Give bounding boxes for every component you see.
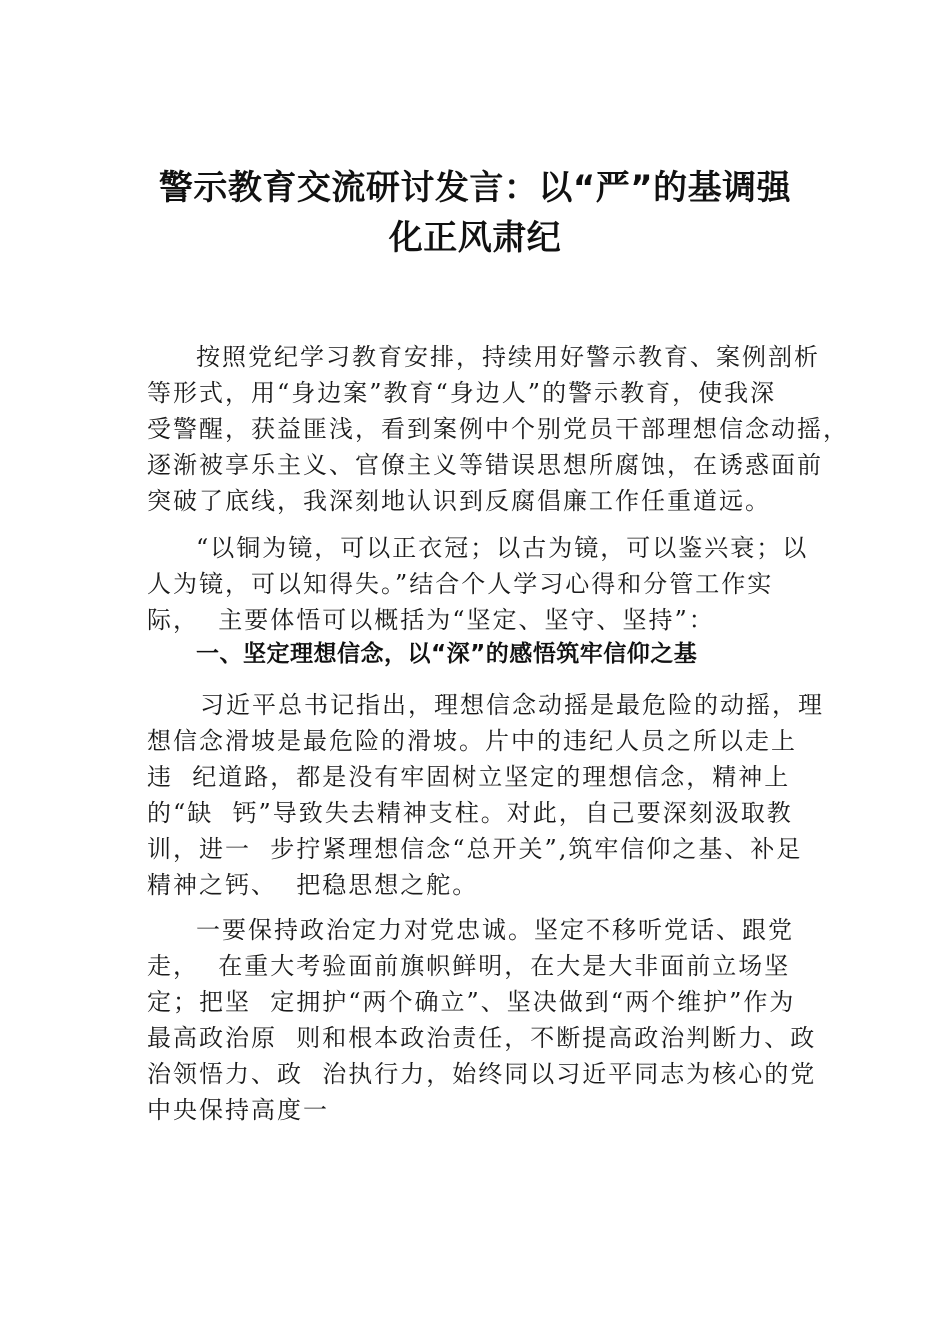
paragraph-4-line: 走， 在重大考验面前旗帜鲜明，在大是大非面前立场坚 (147, 952, 791, 980)
paragraph-3-line: 训，进一 步拧紧理想信念“总开关”,筑牢信仰之基、补足 (147, 835, 803, 863)
paragraph-3-line: 习近平总书记指出，理想信念动摇是最危险的动摇，理 (200, 691, 824, 719)
paragraph-1-line: 等形式，用“身边案”教育“身边人”的警示教育，使我深 (147, 379, 777, 407)
title-line-2: 化正风肃纪 (388, 218, 562, 258)
paragraph-1-line: 受警醒，获益匪浅，看到案例中个别党员干部理想信念动摇， (147, 415, 849, 443)
paragraph-3-line: 违 纪道路，都是没有牢固树立坚定的理想信念，精神上 (147, 763, 791, 791)
paragraph-1-line: 突破了底线，我深刻地认识到反腐倡廉工作任重道远。 (147, 487, 771, 515)
paragraph-1-line: 逐渐被享乐主义、官僚主义等错误思想所腐蚀，在诱惑面前 (147, 451, 823, 479)
paragraph-4-line: 中央保持高度一 (147, 1096, 329, 1124)
paragraph-2-line: 人为镜，可以知得失。”结合个人学习心得和分管工作实 (147, 570, 774, 598)
document-title (150, 163, 800, 263)
paragraph-4-line: 治领悟力、政 治执行力，始终同以习近平同志为核心的党 (147, 1060, 817, 1088)
paragraph-3-line: 精神之钙、 把稳思想之舵。 (147, 871, 479, 899)
paragraph-2-line: 际， 主要体悟可以概括为“坚定、坚守、坚持”： (147, 606, 715, 634)
section-heading-1: 一、坚定理想信念，以“深”的感悟筑牢信仰之基 (196, 641, 698, 667)
title-line-1: 警示教育交流研讨发言：以“严”的基调强 (158, 168, 792, 208)
paragraph-3-line: 想信念滑坡是最危险的滑坡。片中的违纪人员之所以走上 (147, 727, 797, 755)
paragraph-4-line: 最高政治原 则和根本政治责任，不断提高政治判断力、政 (147, 1024, 817, 1052)
paragraph-2-line: “以铜为镜，可以正衣冠；以古为镜，可以鉴兴衰；以 (196, 534, 809, 562)
paragraph-1-line: 按照党纪学习教育安排，持续用好警示教育、案例剖析 (196, 343, 820, 371)
paragraph-4-line: 定；把坚 定拥护“两个确立”、坚决做到“两个维护”作为 (147, 988, 796, 1016)
paragraph-3-line: 的“缺 钙”导致失去精神支柱。对此，自己要深刻汲取教 (147, 799, 793, 827)
paragraph-4-line: 一要保持政治定力对党忠诚。坚定不移听党话、跟党 (196, 916, 794, 944)
